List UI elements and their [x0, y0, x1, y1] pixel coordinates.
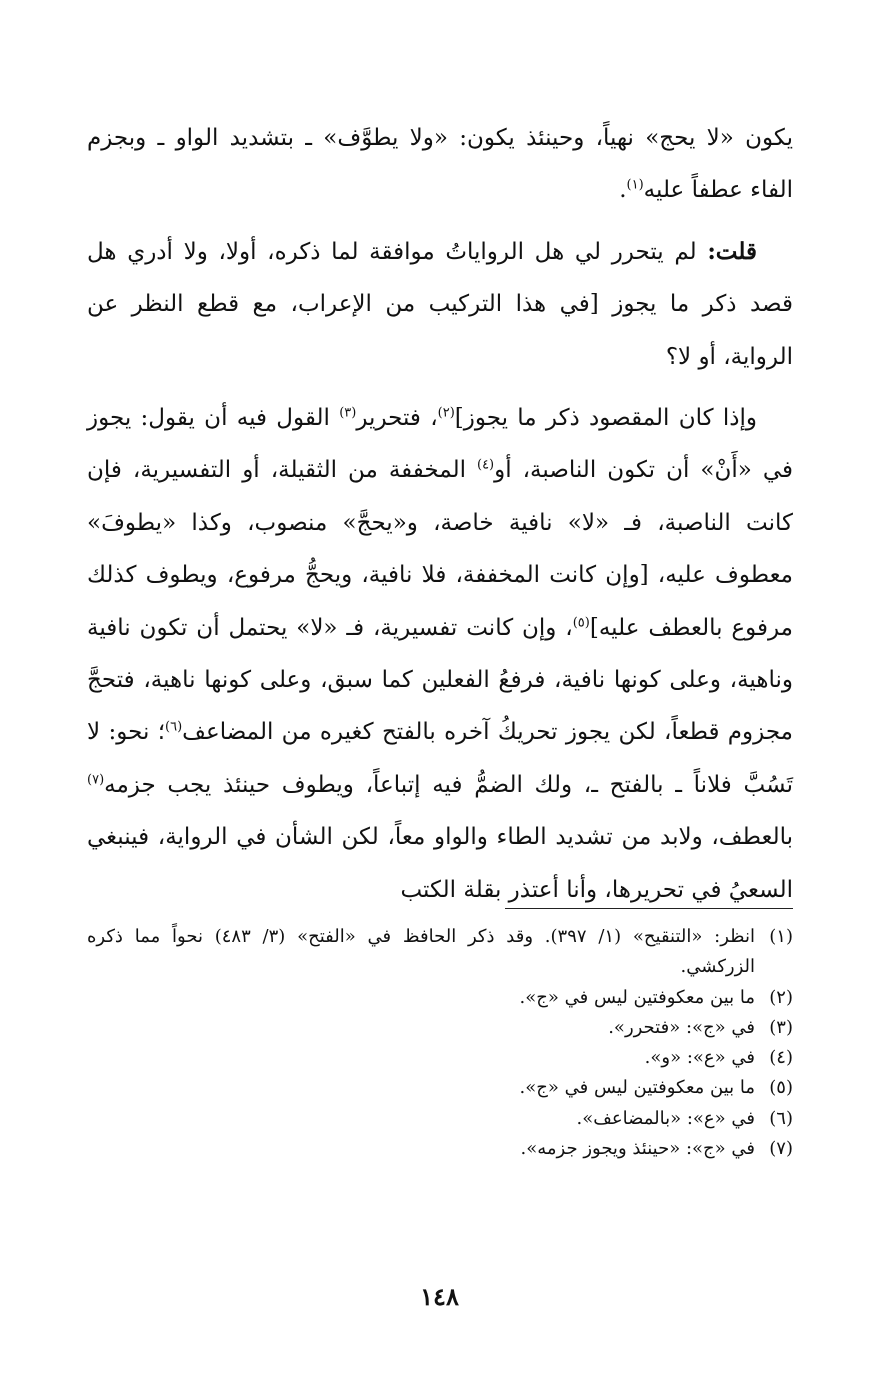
footnote-ref-6[interactable]: (٦)	[165, 719, 183, 735]
footnote-item	[87, 1134, 793, 1164]
footnote-number: (٤)	[769, 1047, 793, 1069]
text-segment: وإذا كان المقصود ذكر ما يجوز]	[454, 405, 757, 432]
footnote-ref-7[interactable]: (٧)	[87, 772, 105, 788]
footnote-text: انظر: «التنقيح» (١/ ٣٩٧). وقد ذكر الحافظ في «الفتح» (٣/ ٤٨٣) نحواً مما ذكره الزركشي.	[87, 926, 755, 978]
text-segment: ، فتحرير	[356, 405, 438, 432]
footnote-number: (٢)	[769, 986, 793, 1008]
footnote-item	[87, 983, 793, 1013]
paragraph-1	[87, 112, 793, 217]
footnote-item	[87, 1104, 793, 1134]
footnotes-list	[87, 922, 793, 1164]
footnote-number: (١)	[769, 926, 793, 947]
text-segment: ، وإن كانت تفسيرية، فـ «لا» يحتمل أن تكون نافية وناهية، وعلى كونها نافية، فرفعُ الفعلين كما سبق، وعلى كونها ناهية، فتحجَّ مجزوم قطعاً، لكن يجوز تحريكُ آخره بالفتح كغيره من المضاعف	[87, 614, 793, 746]
paragraph-3	[87, 392, 793, 916]
footnote-item	[87, 1013, 793, 1043]
footnote-text: ما بين معكوفتين ليس في «ج».	[519, 986, 755, 1008]
footnote-item	[87, 1073, 793, 1103]
footnote-ref-2[interactable]: (٢)	[437, 405, 455, 421]
footnote-item	[87, 1043, 793, 1073]
footnote-ref-3[interactable]: (٣)	[339, 405, 357, 421]
text-segment: .	[619, 177, 627, 204]
footnote-ref-1[interactable]: (١)	[626, 177, 644, 193]
footnote-number: (٧)	[769, 1138, 793, 1160]
footnote-item	[87, 922, 793, 983]
text-segment: لم يتحرر لي هل الرواياتُ موافقة لما ذكره، أولا، ولا أدري هل قصد ذكر ما يجوز [في هذا التركيب من الإعراب، مع قطع النظر عن الرواية، أو لا؟	[87, 238, 793, 370]
paragraph-2	[87, 226, 793, 383]
footnote-number: (٥)	[769, 1077, 793, 1099]
footnote-text: ما بين معكوفتين ليس في «ج».	[519, 1077, 755, 1099]
footnote-text: في «ج»: «حينئذ ويجوز جزمه».	[520, 1138, 755, 1160]
footnote-number: (٣)	[769, 1016, 793, 1038]
footnote-text: في «ج»: «فتحرر».	[608, 1016, 755, 1038]
text-segment: بالعطف، ولابد من تشديد الطاء والواو معاً، لكن الشأن في الرواية، فينبغي السعيُ في تحريرها، وأنا أعتذر بقلة الكتب	[87, 824, 793, 903]
text-segment: يكون «لا يحج» نهياً، وحينئذ يكون: «ولا يطوَّف» ـ بتشديد الواو ـ وبجزم الفاء عطفاً عليه	[87, 125, 793, 204]
footnote-ref-4[interactable]: (٤)	[476, 457, 495, 473]
page-number: ١٤٨	[420, 1282, 459, 1311]
footnote-text: في «ع»: «و».	[644, 1047, 755, 1069]
footnote-text: في «ع»: «بالمضاعف».	[576, 1107, 755, 1129]
footnote-divider	[505, 908, 793, 909]
footnote-number: (٦)	[769, 1107, 793, 1129]
main-text	[87, 112, 793, 925]
text-segment: القول فيه أن يقول: يجوز في «أَنْ» أن تكون الناصبة، أو	[87, 405, 793, 484]
text-segment: ؛ نحو: لا تَسُبَّ فلاناً ـ بالفتح ـ، ولك الضمُّ فيه إتباعاً، ويطوف حينئذ يجب جزمه	[87, 719, 793, 798]
text-segment: المخففة من الثقيلة، أو التفسيرية، فإن كانت الناصبة، فـ «لا» نافية خاصة، و«يحجَّ» منصوب، وكذا «يطوفَ» معطوف عليه، [وإن كانت المخففة، فلا نافية، ويحجُّ مرفوع، ويطوف كذلك مرفوع بالعطف عليه]	[87, 457, 793, 641]
lead-word: قلت:	[707, 237, 757, 265]
footnote-ref-5[interactable]: (٥)	[572, 615, 590, 630]
